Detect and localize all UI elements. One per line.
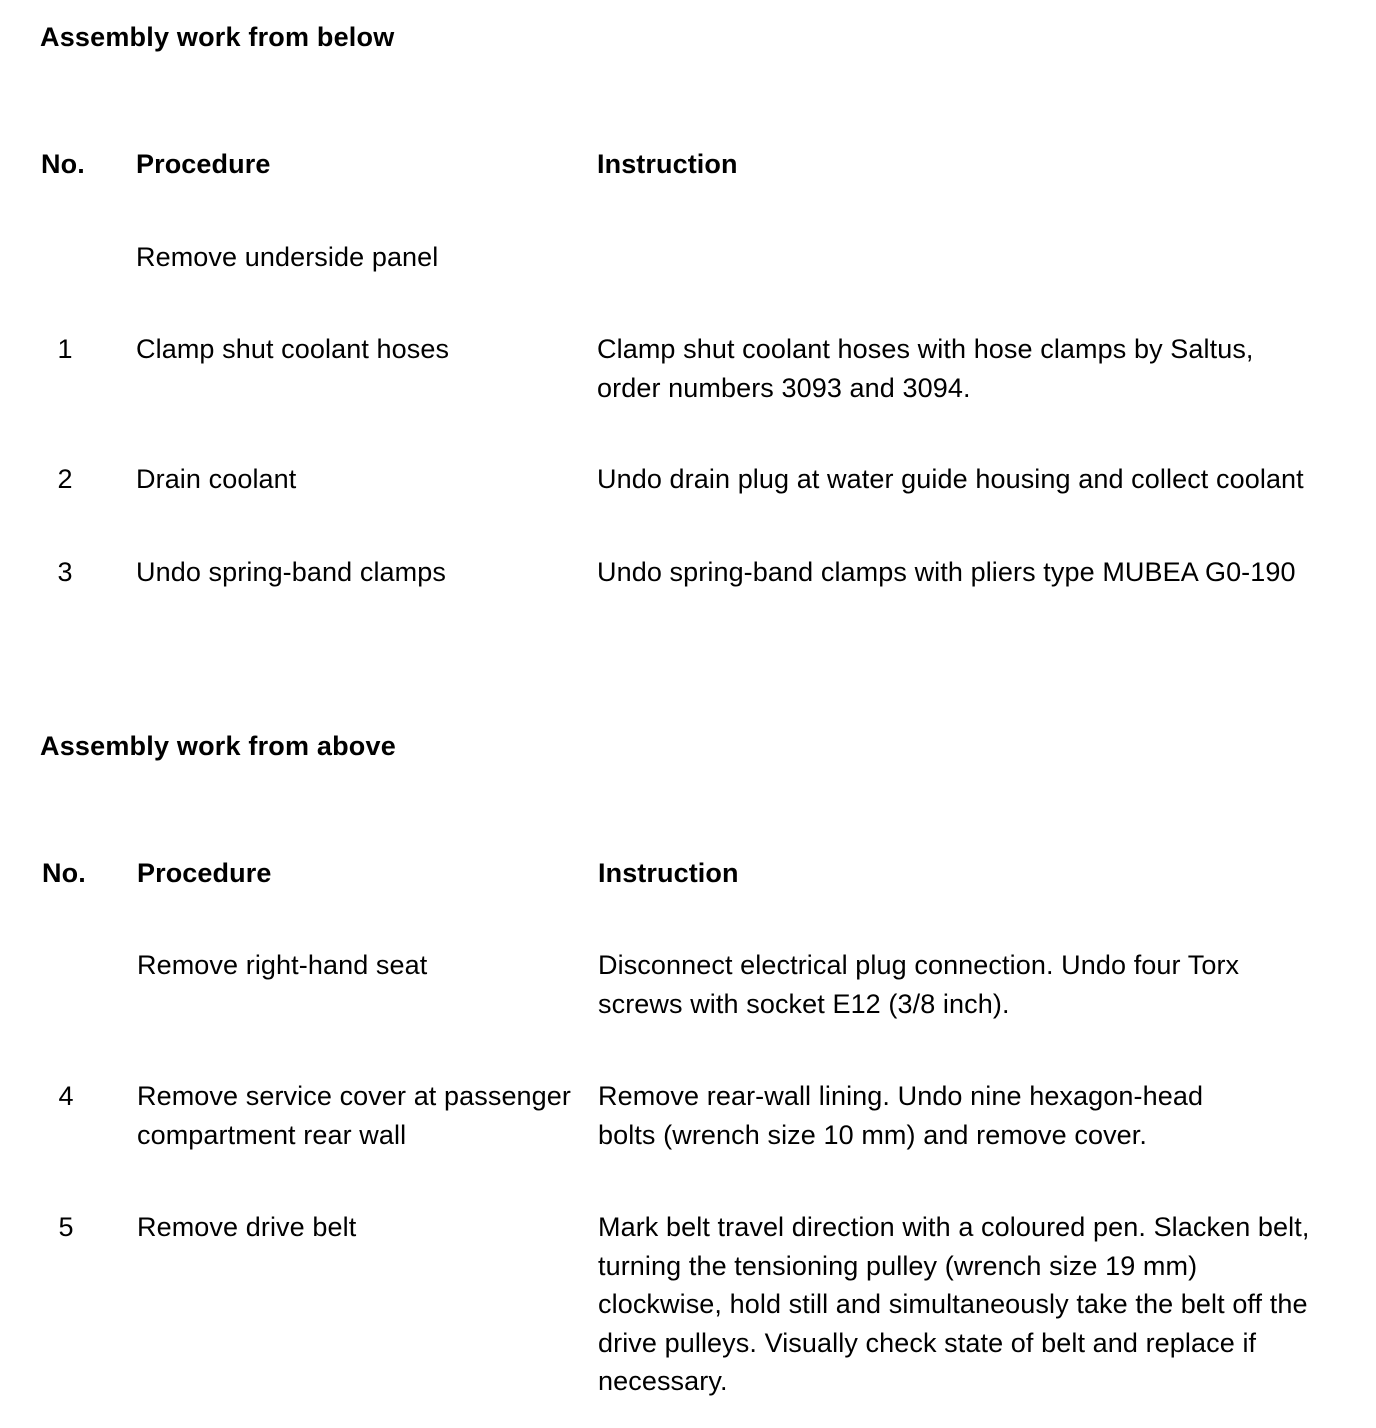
instruction-cell: Mark belt travel direction with a coloured pen. Slacken belt, turning the tensioning pulley (wrench size 19 mm) clockwise, hold still and simultaneously take the belt off the drive pulleys. Visually check state of belt and replace if necessary. [598,1212,1310,1396]
section-below-title: Assembly work from below [40,22,395,52]
instruction-cell: Disconnect electrical plug connection. Undo four Torx screws with socket E12 (3/8 inch). [598,950,1240,1019]
row-number: 5 [58,1212,74,1242]
row-number: 3 [57,557,73,587]
procedure-cell: Clamp shut coolant hoses [136,334,450,364]
procedure-cell: Drain coolant [136,464,297,494]
header-procedure: Procedure [136,149,271,179]
procedure-cell: Remove right-hand seat [137,950,428,980]
instruction-cell: Undo drain plug at water guide housing and collect coolant [597,464,1304,494]
instruction-cell: Remove rear-wall lining. Undo nine hexagon-head bolts (wrench size 10 mm) and remove cover. [598,1081,1204,1150]
procedure-cell: Remove underside panel [136,242,439,272]
row-number: 4 [58,1081,74,1111]
section-above-title: Assembly work from above [40,731,396,761]
row-number: 2 [57,464,73,494]
header-procedure: Procedure [137,858,272,888]
header-instruction: Instruction [597,149,738,179]
header-no: No. [41,149,85,179]
procedure-cell: Remove drive belt [137,1212,357,1242]
header-instruction: Instruction [598,858,739,888]
procedure-cell: Undo spring-band clamps [136,557,446,587]
instruction-cell: Undo spring-band clamps with pliers type MUBEA G0-190 [597,557,1296,587]
instruction-cell: Clamp shut coolant hoses with hose clamps by Saltus, order numbers 3093 and 3094. [597,334,1254,403]
header-no: No. [42,858,86,888]
procedure-cell: Remove service cover at passenger compartment rear wall [137,1081,571,1150]
row-number: 1 [57,334,73,364]
